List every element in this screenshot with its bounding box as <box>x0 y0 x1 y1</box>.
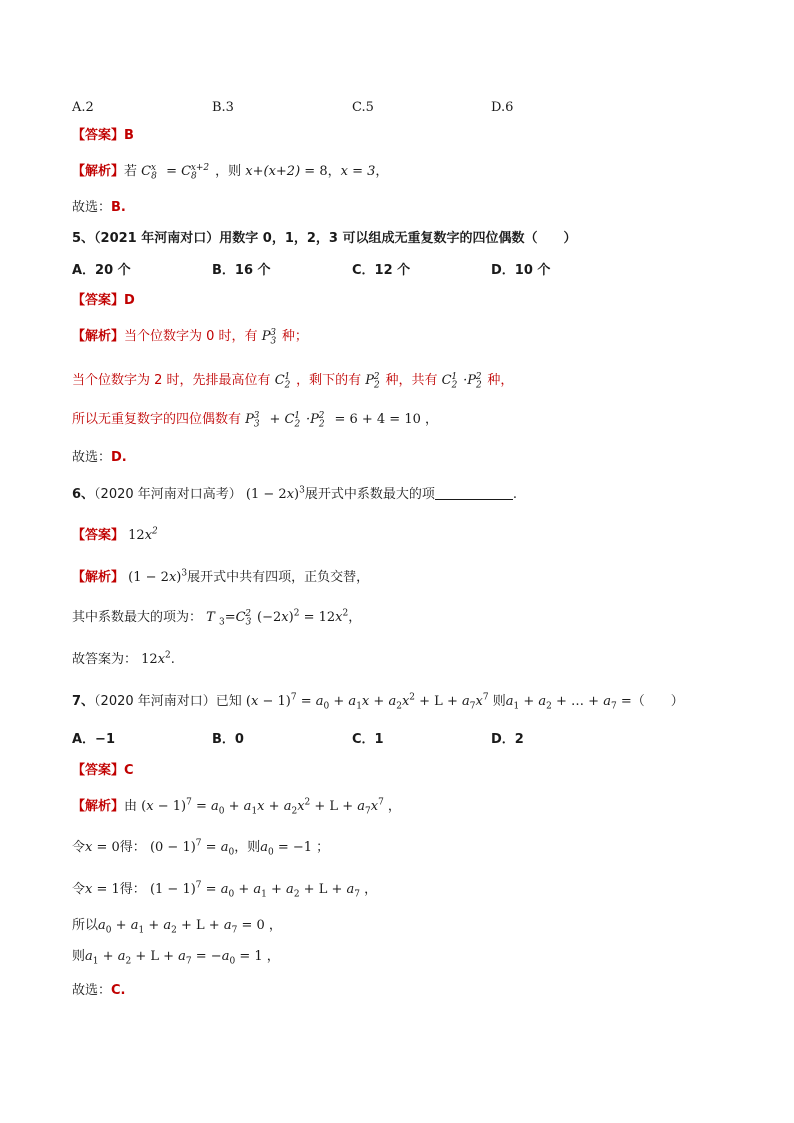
q5-conclusion: 故选：D. <box>72 450 127 465</box>
q5-option-a: A．20 个 <box>72 263 131 278</box>
analysis-tag: 【解析】 <box>72 164 125 179</box>
q4-option-b: B.3 <box>212 100 234 115</box>
q5-analysis-line3: 所以无重复数字的四位偶数有 $P_3^3 + C_2^1 \cdot P_2^2 = 6 + 4 = 10$ ， <box>72 410 439 430</box>
answer-blank <box>435 485 513 500</box>
q5-option-c: C．12 个 <box>352 263 411 278</box>
q4-analysis-line: 【解析】若 $C_8^x = C_8^{x+2}$ ，则 x+(x+2) = 8，x = 3， <box>72 162 389 182</box>
q5-option-b: B．16 个 <box>212 263 271 278</box>
q4-option-a: A.2 <box>72 100 94 115</box>
q6-stem: 6、（2020 年河南对口高考） $(1 - 2x)^3$展开式中系数最大的项 . <box>72 485 517 502</box>
q5-option-d: D．10 个 <box>491 263 551 278</box>
q7-answer-line: 【答案】C <box>72 763 134 778</box>
q7-analysis-line1: 【解析】由 $(x - 1)^7 = a_0 + a_1x + a_2x^2 + L + a_7x^7$ ， <box>72 797 401 817</box>
q4-conclusion: 故选：B. <box>72 200 126 215</box>
q5-answer-line: 【答案】D <box>72 293 135 308</box>
q6-analysis-line2: 其中系数最大的项为： T $_3=C_3^2$ $(-2x)^2 = 12x^2$， <box>72 608 362 628</box>
q7-stem: 7、（2020 年河南对口）已知 $(x - 1)^7 = a_0 + a_1x + a_2x^2 + L + a_7x^7$ 则$a_1 + a_2$ + … + $a_7$ =（ ） <box>72 692 684 712</box>
q5-analysis-line1: 【解析】当个位数字为 0 时，有 $P_3^3$ 种； <box>72 327 308 347</box>
q7-analysis-line4: 所以$a_0 + a_1 + a_2 + L + a_7 = 0$ ， <box>72 918 282 936</box>
q6-answer-line: 【答案】 $12x^2$ <box>72 526 158 543</box>
answer-value: B <box>124 128 134 143</box>
q5-stem: 5、（2021 年河南对口）用数字 0，1，2，3 可以组成无重复数字的四位偶数（ ） <box>72 231 577 246</box>
q7-analysis-line5: 则$a_1 + a_2 + L + a_7 = -a_0 = 1$ ， <box>72 949 280 967</box>
q7-option-a: A．−1 <box>72 732 115 747</box>
q7-analysis-line2: 令x = 0得： $(0 - 1)^7 = a_0$，则$a_0 = -1$ ； <box>72 838 330 858</box>
q6-analysis-line3: 故答案为： $12x^2$. <box>72 650 175 667</box>
combination-equation: $C_8^x = C_8^{x+2}$ <box>141 162 210 182</box>
q4-answer-line <box>72 127 134 145</box>
q7-option-b: B．0 <box>212 732 244 747</box>
q6-analysis-line1: 【解析】 $(1 - 2x)^3$展开式中共有四项，正负交替， <box>72 568 370 585</box>
q7-option-c: C．1 <box>352 732 384 747</box>
q4-option-c: C.5 <box>352 100 374 115</box>
answer-tag: 【答案】 <box>72 128 125 143</box>
q7-analysis-line3: 令x = 1得： $(1 - 1)^7 = a_0 + a_1 + a_2 + L + a_7$ ， <box>72 880 378 900</box>
q7-option-d: D．2 <box>491 732 524 747</box>
q5-analysis-line2: 当个位数字为 2 时，先排最高位有 $C_2^1$ ，剩下的有 $P_2^2$ 种，共有 $C_2^1 \cdot P_2^2$ 种， <box>72 371 514 391</box>
q4-option-d: D.6 <box>491 100 514 115</box>
q7-conclusion: 故选：C. <box>72 983 126 998</box>
